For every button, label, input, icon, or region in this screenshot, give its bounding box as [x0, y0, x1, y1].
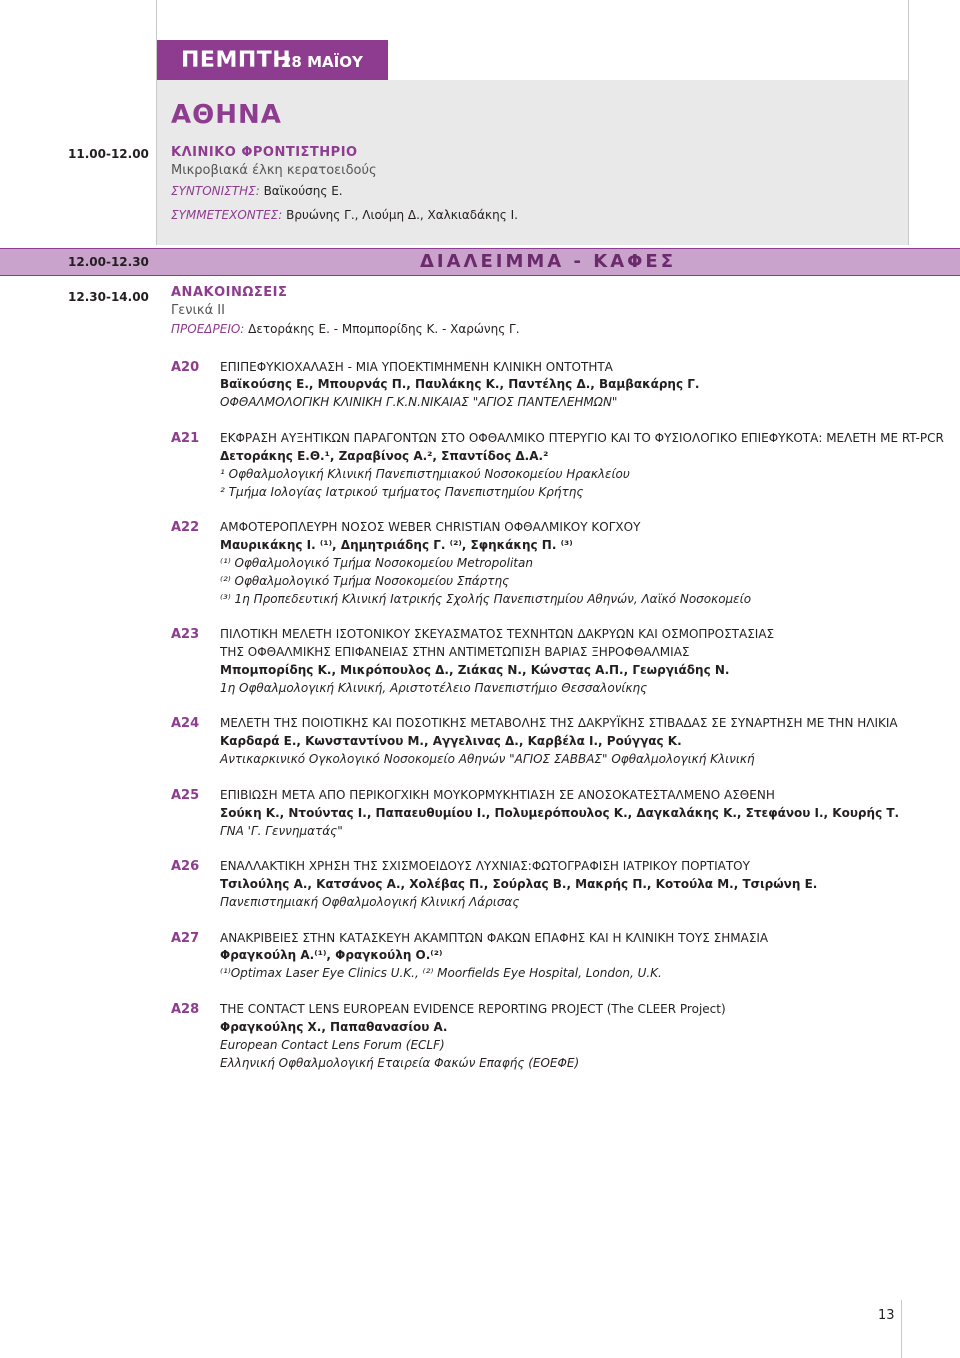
abstract-code: Α23	[171, 627, 200, 642]
session2-subtitle: Γενικά ΙΙ	[171, 303, 225, 318]
break-label: ΔΙΑΛΕΙΜΜΑ - ΚΑΦΕΣ	[420, 251, 677, 272]
abstract-affiliation: ² Τμήμα Ιολογίας Ιατρικού τμήματος Πανεπιστημίου Κρήτης	[220, 485, 584, 499]
session1-coordinator	[171, 184, 343, 198]
page-number: 13	[878, 1308, 895, 1323]
abstract-code: Α25	[171, 788, 200, 803]
abstract-title-cont: ΤΗΣ ΟΦΘΑΛΜΙΚΗΣ ΕΠΙΦΑΝΕΙΑΣ ΣΤΗΝ ΑΝΤΙΜΕΤΩΠΙΣΗ ΒΑΡΙΑΣ ΞΗΡΟΦΘΑΛΜΙΑΣ	[220, 645, 690, 659]
abstract-title: ΑΜΦΟΤΕΡΟΠΛΕΥΡΗ ΝΟΣΟΣ WEBER CHRISTIAN ΟΦΘΑΛΜΙΚΟΥ ΚΟΓΧΟΥ	[220, 520, 641, 534]
abstract-affiliation: Ελληνική Οφθαλμολογική Εταιρεία Φακών Επαφής (ΕΟΕΦΕ)	[220, 1056, 580, 1070]
abstract-code: Α21	[171, 431, 200, 446]
abstract-title: ΑΝΑΚΡΙΒΕΙΕΣ ΣΤΗΝ ΚΑΤΑΣΚΕΥΗ ΑΚΑΜΠΤΩΝ ΦΑΚΩΝ ΕΠΑΦΗΣ ΚΑΙ Η ΚΛΙΝΙΚΗ ΤΟΥΣ ΣΗΜΑΣΙΑ	[220, 931, 769, 945]
abstract-authors: Φραγκούλη Α.⁽¹⁾, Φραγκούλη Ο.⁽²⁾	[220, 948, 443, 962]
hall-title: ΑΘΗΝΑ	[171, 100, 282, 130]
abstract-affiliation: Πανεπιστημιακή Οφθαλμολογική Κλινική Λάρισας	[220, 895, 520, 909]
session2-chair	[171, 322, 520, 336]
abstract-affiliation: ⁽¹⁾ Οφθαλμολογικό Τμήμα Νοσοκομείου Metropolitan	[220, 556, 533, 570]
footer-rule	[901, 1300, 902, 1358]
abstract-affiliation: ΟΦΘΑΛΜΟΛΟΓΙΚΗ ΚΛΙΝΙΚΗ Γ.Κ.Ν.ΝΙΚΑΙΑΣ "ΑΓΙΟΣ ΠΑΝΤΕΛΕΗΜΩΝ"	[220, 395, 618, 409]
break-time: 12.00-12.30	[68, 255, 149, 269]
abstract-affiliation: Αντικαρκινικό Ογκολογικό Νοσοκομείο Αθηνών "ΑΓΙΟΣ ΣΑΒΒΑΣ" Οφθαλμολογική Κλινική	[220, 752, 755, 766]
abstract-authors: Μπομπορίδης Κ., Μικρόπουλος Δ., Ζιάκας Ν., Κώνστας Α.Π., Γεωργιάδης Ν.	[220, 663, 730, 677]
abstract-code: Α20	[171, 360, 200, 375]
abstract-code: Α27	[171, 931, 200, 946]
right-rule	[908, 0, 909, 245]
abstract-title: ΜΕΛΕΤΗ ΤΗΣ ΠΟΙΟΤΙΚΗΣ ΚΑΙ ΠΟΣΟΤΙΚΗΣ ΜΕΤΑΒΟΛΗΣ ΤΗΣ ΔΑΚΡΥΪΚΗΣ ΣΤΙΒΑΔΑΣ ΣΕ ΣΥΝΑΡΤΗΣΗ ΜΕ ΤΗΝ ΗΛΙΚΙΑ	[220, 716, 898, 730]
abstract-affiliation: ⁽²⁾ Οφθαλμολογικό Τμήμα Νοσοκομείου Σπάρτης	[220, 574, 510, 588]
abstract-authors: Βαϊκούσης Ε., Μπουρνάς Π., Παυλάκης Κ., Παντέλης Δ., Βαμβακάρης Γ.	[220, 377, 700, 391]
session1-time: 11.00-12.00	[68, 147, 149, 161]
abstract-title: ΕΝΑΛΛΑΚΤΙΚΗ ΧΡΗΣΗ ΤΗΣ ΣΧΙΣΜΟΕΙΔΟΥΣ ΛΥΧΝΙΑΣ:ΦΩΤΟΓΡΑΦΙΣΗ ΙΑΤΡΙΚΟΥ ΠΟΡΤΙΑΤΟΥ	[220, 859, 750, 873]
abstract-authors: Τσιλούλης Α., Κατσάνος Α., Χολέβας Π., Σούρλας Β., Μακρής Π., Κοτούλα Μ., Τσιρώνη Ε.	[220, 877, 818, 891]
chair-names: Δετοράκης Ε. - Μπομπορίδης Κ. - Χαρώνης Γ.	[248, 322, 520, 336]
coordinator-name: Βαϊκούσης Ε.	[263, 184, 343, 198]
abstract-title: ΠΙΛΟΤΙΚΗ ΜΕΛΕΤΗ ΙΣΟΤΟΝΙΚΟΥ ΣΚΕΥΑΣΜΑΤΟΣ ΤΕΧΝΗΤΩΝ ΔΑΚΡΥΩΝ ΚΑΙ ΟΣΜΟΠΡΟΣΤΑΣΙΑΣ	[220, 627, 775, 641]
abstract-code: Α26	[171, 859, 200, 874]
session1-subtitle: Μικροβιακά έλκη κερατοειδούς	[171, 163, 377, 178]
abstract-affiliation: ¹ Οφθαλμολογική Κλινική Πανεπιστημιακού Νοσοκομείου Ηρακλείου	[220, 467, 630, 481]
session2-time: 12.30-14.00	[68, 290, 149, 304]
abstract-affiliation: European Contact Lens Forum (ECLF)	[220, 1038, 445, 1052]
date-label: 28 ΜΑΪΟΥ	[281, 53, 363, 71]
day-header	[157, 40, 388, 80]
day-label: ΠΕΜΠΤΗ	[181, 48, 292, 73]
abstract-authors: Φραγκούλης Χ., Παπαθανασίου Α.	[220, 1020, 448, 1034]
abstract-authors: Σούκη Κ., Ντούντας Ι., Παπαευθυμίου Ι., Πολυμερόπουλος Κ., Δαγκαλάκης Κ., Στεφάνου Ι., Κουρής Τ.	[220, 806, 900, 820]
abstract-title: ΕΠΙΒΙΩΣΗ ΜΕΤΑ ΑΠΟ ΠΕΡΙΚΟΓΧΙΚΗ ΜΟΥΚΟΡΜΥΚΗΤΙΑΣΗ ΣΕ ΑΝΟΣΟΚΑΤΕΣΤΑΛΜΕΝΟ ΑΣΘΕΝΗ	[220, 788, 775, 802]
abstract-affiliation: ⁽³⁾ 1η Προπεδευτική Κλινική Ιατρικής Σχολής Πανεπιστημίου Αθηνών, Λαϊκό Νοσοκομείο	[220, 592, 752, 606]
participants-label: ΣΥΜΜΕΤΕΧΟΝΤΕΣ:	[171, 208, 283, 222]
participants-names: Βρυώνης Γ., Λιούμη Δ., Χαλκιαδάκης Ι.	[286, 208, 518, 222]
abstract-code: Α28	[171, 1002, 200, 1017]
abstract-title: ΕΚΦΡΑΣΗ ΑΥΞΗΤΙΚΩΝ ΠΑΡΑΓΟΝΤΩΝ ΣΤΟ ΟΦΘΑΛΜΙΚΟ ΠΤΕΡΥΓΙΟ ΚΑΙ ΤΟ ΦΥΣΙΟΛΟΓΙΚΟ ΕΠΙΕΦΥΚΟΤΑ: ΜΕΛΕΤΗ ΜΕ RT-PCR	[220, 431, 944, 445]
abstract-affiliation: ΓΝΑ 'Γ. Γεννηματάς"	[220, 824, 343, 838]
abstract-authors: Μαυρικάκης Ι. ⁽¹⁾, Δημητριάδης Γ. ⁽²⁾, Σφηκάκης Π. ⁽³⁾	[220, 538, 573, 552]
coordinator-label: ΣΥΝΤΟΝΙΣΤΗΣ:	[171, 184, 260, 198]
chair-label: ΠΡΟΕΔΡΕΙΟ:	[171, 322, 245, 336]
abstract-authors: Δετοράκης Ε.Θ.¹, Ζαραβίνος Α.², Σπαντίδος Δ.Α.²	[220, 449, 549, 463]
abstract-code: Α22	[171, 520, 200, 535]
session1-title: ΚΛΙΝΙΚΟ ΦΡΟΝΤΙΣΤΗΡΙΟ	[171, 145, 358, 160]
abstract-authors: Καρδαρά Ε., Κωνσταντίνου Μ., Αγγελινας Δ., Καρβέλα Ι., Ρούγγας Κ.	[220, 734, 682, 748]
abstract-affiliation: ⁽¹⁾Optimax Laser Eye Clinics U.K., ⁽²⁾ Moorfields Eye Hospital, London, U.K.	[220, 966, 662, 980]
abstract-affiliation: 1η Οφθαλμολογική Κλινική, Αριστοτέλειο Πανεπιστήμιο Θεσσαλονίκης	[220, 681, 648, 695]
session1-participants	[171, 208, 518, 222]
abstract-title: THE CONTACT LENS EUROPEAN EVIDENCE REPORTING PROJECT (The CLEER Project)	[220, 1002, 726, 1016]
abstract-title: ΕΠΙΠΕΦΥΚΙΟΧΑΛΑΣΗ - ΜΙΑ ΥΠΟΕΚΤΙΜΗΜΕΝΗ ΚΛΙΝΙΚΗ ΟΝΤΟΤΗΤΑ	[220, 360, 613, 374]
session2-title: ΑΝΑΚΟΙΝΩΣΕΙΣ	[171, 285, 288, 300]
abstract-code: Α24	[171, 716, 200, 731]
